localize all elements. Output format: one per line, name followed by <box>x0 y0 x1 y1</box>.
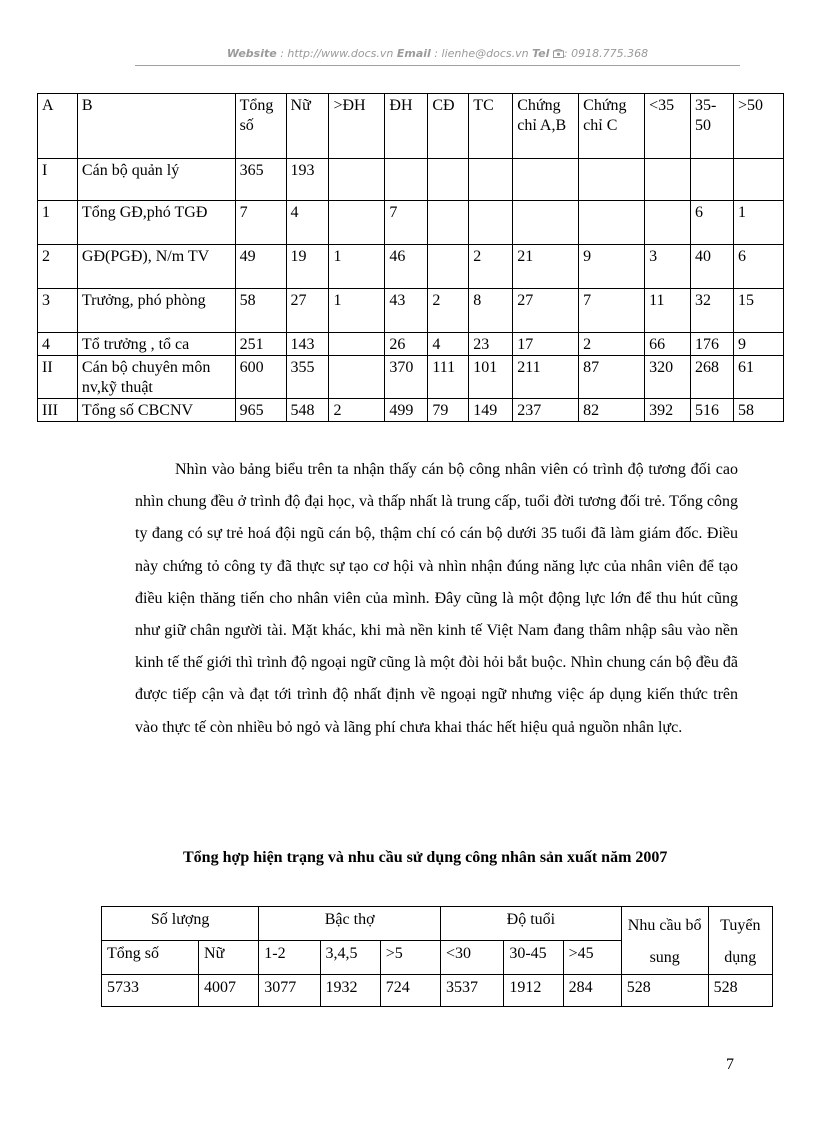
table-row <box>38 289 784 333</box>
tel-label: Tel <box>532 47 550 60</box>
table-cell: 5733 <box>102 975 199 1007</box>
table-cell <box>428 201 469 245</box>
table-cell: 724 <box>380 975 440 1007</box>
table-cell <box>329 333 385 356</box>
header-cell: CĐ <box>428 94 469 159</box>
header-cell: Chứng chỉ A,B <box>513 94 579 159</box>
table-cell: 1 <box>329 245 385 289</box>
table-cell <box>645 159 691 201</box>
body-paragraph <box>135 454 738 744</box>
header-cell: >ĐH <box>329 94 385 159</box>
table-cell <box>469 201 513 245</box>
table-cell <box>579 159 645 201</box>
phone-icon <box>553 49 564 58</box>
table-cell <box>734 159 784 201</box>
header-cell: Chứng chỉ C <box>579 94 645 159</box>
table-cell: 6 <box>734 245 784 289</box>
table-row <box>102 975 773 1007</box>
table-cell: 11 <box>645 289 691 333</box>
table-cell: Cán bộ chuyên môn nv,kỹ thuật <box>77 356 235 399</box>
header-cell: B <box>77 94 235 159</box>
table-cell: 9 <box>579 245 645 289</box>
page-number: 7 <box>726 1056 734 1073</box>
table-row <box>38 245 784 289</box>
table-cell: 9 <box>734 333 784 356</box>
group-header-cell: Bậc thợ <box>259 907 441 941</box>
table-cell <box>579 201 645 245</box>
table-cell: 58 <box>235 289 286 333</box>
table-cell: 87 <box>579 356 645 399</box>
table-header-row <box>38 94 784 159</box>
header-divider <box>135 65 740 66</box>
subheader-cell: >5 <box>380 941 440 975</box>
table-cell: 4 <box>428 333 469 356</box>
table-cell: 1932 <box>320 975 380 1007</box>
table-row <box>38 333 784 356</box>
table-cell: 19 <box>286 245 329 289</box>
table-cell <box>428 245 469 289</box>
table-cell <box>513 159 579 201</box>
email-label: Email <box>396 47 431 60</box>
subheader-cell: >45 <box>563 941 621 975</box>
table-cell <box>329 201 385 245</box>
table-cell: 27 <box>513 289 579 333</box>
table-cell: 8 <box>469 289 513 333</box>
table-cell: 320 <box>645 356 691 399</box>
header-cell: >50 <box>734 94 784 159</box>
table-cell <box>691 159 734 201</box>
header-cell: Nữ <box>286 94 329 159</box>
table-cell <box>513 201 579 245</box>
table-cell: 211 <box>513 356 579 399</box>
table-cell: 7 <box>579 289 645 333</box>
section-title: Tổng hợp hiện trạng và nhu cầu sử dụng công nhân sản xuất năm 2007 <box>183 849 668 866</box>
table-cell: Tổng GĐ,phó TGĐ <box>77 201 235 245</box>
group-header-cell: Số lượng <box>102 907 259 941</box>
page-header <box>135 47 740 60</box>
table-cell: 965 <box>235 399 286 422</box>
table-cell <box>385 159 428 201</box>
header-cell: <35 <box>645 94 691 159</box>
table-cell: 6 <box>691 201 734 245</box>
table-cell: Cán bộ quản lý <box>77 159 235 201</box>
table-cell: Tổ trưởng , tổ ca <box>77 333 235 356</box>
table-cell: 3077 <box>259 975 320 1007</box>
subheader-cell: 3,4,5 <box>320 941 380 975</box>
subheader-cell: 1-2 <box>259 941 320 975</box>
table-cell: 268 <box>691 356 734 399</box>
table-cell: 1912 <box>504 975 563 1007</box>
table-cell <box>645 201 691 245</box>
group-header-cell: Nhu cầu bổ sung <box>621 907 708 975</box>
table-group-header-row <box>102 907 773 941</box>
table-cell: 3 <box>38 289 78 333</box>
table-cell: 2 <box>428 289 469 333</box>
table-cell: 21 <box>513 245 579 289</box>
table-cell: 7 <box>385 201 428 245</box>
email-text: : lienhe@docs.vn <box>430 47 533 60</box>
table-cell: 499 <box>385 399 428 422</box>
table-cell: 46 <box>385 245 428 289</box>
table-cell: 27 <box>286 289 329 333</box>
header-cell: TC <box>469 94 513 159</box>
subheader-cell: Tổng số <box>102 941 199 975</box>
table-row <box>38 159 784 201</box>
table-cell: 2 <box>469 245 513 289</box>
subheader-cell: Nữ <box>199 941 259 975</box>
table-cell: 101 <box>469 356 513 399</box>
header-cell: A <box>38 94 78 159</box>
table-cell: 4007 <box>199 975 259 1007</box>
table-cell <box>329 159 385 201</box>
table-cell: 370 <box>385 356 428 399</box>
table-cell: 61 <box>734 356 784 399</box>
table-cell: 2 <box>329 399 385 422</box>
table-cell: 548 <box>286 399 329 422</box>
table-cell: 237 <box>513 399 579 422</box>
table-cell: 58 <box>734 399 784 422</box>
table-cell: 32 <box>691 289 734 333</box>
table-row <box>38 356 784 399</box>
tel-text: : 0918.775.368 <box>563 47 649 60</box>
subheader-cell: <30 <box>441 941 504 975</box>
group-header-cell: Độ tuổi <box>441 907 622 941</box>
table-cell: I <box>38 159 78 201</box>
table-row <box>38 399 784 422</box>
table-cell <box>428 159 469 201</box>
header-cell: Tổng số <box>235 94 286 159</box>
table-cell: 4 <box>286 201 329 245</box>
table-cell: 365 <box>235 159 286 201</box>
table-cell: 3 <box>645 245 691 289</box>
paragraph-text: Nhìn vào bảng biểu trên ta nhận thấy cán bộ công nhân viên có trình độ tương đối cao nhìn chung đều ở trình độ đại học, và thấp nhất là trung cấp, tuổi đời tương đối trẻ. Tổng công ty đang có sự trẻ hoá đội ngũ cán bộ, thậm chí có cán bộ dưới 35 tuổi đã làm giám đốc. Điều này chứng tỏ công ty đã thực sự tạo cơ hội và nhìn nhận đúng năng lực của nhân viên để tạo điều kiện thăng tiến cho nhân viên của mình. Đây cũng là một động lực lớn để thu hút cũng như giữ chân người tài. Mặt khác, khi mà nền kinh tế Việt Nam đang thâm nhập sâu vào nền kinh tế thế giới thì trình độ ngoại ngữ cũng là một đòi hỏi bắt buộc. Nhìn chung cán bộ đều đã được tiếp cận và đạt tới trình độ nhất định về ngoại ngữ nhưng việc áp dụng kiến thức trên vào thực tế còn nhiều bỏ ngỏ và lãng phí chưa khai thác hết hiệu quả nguồn nhân lực. <box>135 461 738 736</box>
worker-summary-table <box>101 906 773 1007</box>
table-cell: 79 <box>428 399 469 422</box>
table-cell: 355 <box>286 356 329 399</box>
table-cell: 4 <box>38 333 78 356</box>
table-cell: 3537 <box>441 975 504 1007</box>
table-cell: 49 <box>235 245 286 289</box>
subheader-cell: 30-45 <box>504 941 563 975</box>
table-cell: 2 <box>579 333 645 356</box>
staff-qualification-table <box>37 93 784 422</box>
table-cell: Tổng số CBCNV <box>77 399 235 422</box>
group-header-cell: Tuyển dụng <box>708 907 772 975</box>
table-cell: 143 <box>286 333 329 356</box>
table-cell: 149 <box>469 399 513 422</box>
table-row <box>38 201 784 245</box>
table-cell: 528 <box>621 975 708 1007</box>
table-cell: 40 <box>691 245 734 289</box>
table-cell: 392 <box>645 399 691 422</box>
table-cell: 193 <box>286 159 329 201</box>
table-cell: 15 <box>734 289 784 333</box>
table-cell: 528 <box>708 975 772 1007</box>
table-cell: 1 <box>734 201 784 245</box>
table-cell: Trưởng, phó phòng <box>77 289 235 333</box>
table-cell: 26 <box>385 333 428 356</box>
table-cell: 1 <box>38 201 78 245</box>
table-cell: 2 <box>38 245 78 289</box>
table-cell: 284 <box>563 975 621 1007</box>
table-cell: 176 <box>691 333 734 356</box>
table-cell: 251 <box>235 333 286 356</box>
table-cell: 23 <box>469 333 513 356</box>
table-cell: 516 <box>691 399 734 422</box>
table-cell <box>329 356 385 399</box>
table-cell: 82 <box>579 399 645 422</box>
header-cell: 35-50 <box>691 94 734 159</box>
table-cell: 111 <box>428 356 469 399</box>
table-cell <box>469 159 513 201</box>
header-cell: ĐH <box>385 94 428 159</box>
table-cell: II <box>38 356 78 399</box>
website-text: : http://www.docs.vn <box>276 47 397 60</box>
table-cell: 7 <box>235 201 286 245</box>
table-cell: 600 <box>235 356 286 399</box>
website-label: Website <box>226 47 277 60</box>
table-cell: 17 <box>513 333 579 356</box>
table-cell: GĐ(PGĐ), N/m TV <box>77 245 235 289</box>
table-cell: III <box>38 399 78 422</box>
table-cell: 43 <box>385 289 428 333</box>
table-cell: 66 <box>645 333 691 356</box>
table-cell: 1 <box>329 289 385 333</box>
